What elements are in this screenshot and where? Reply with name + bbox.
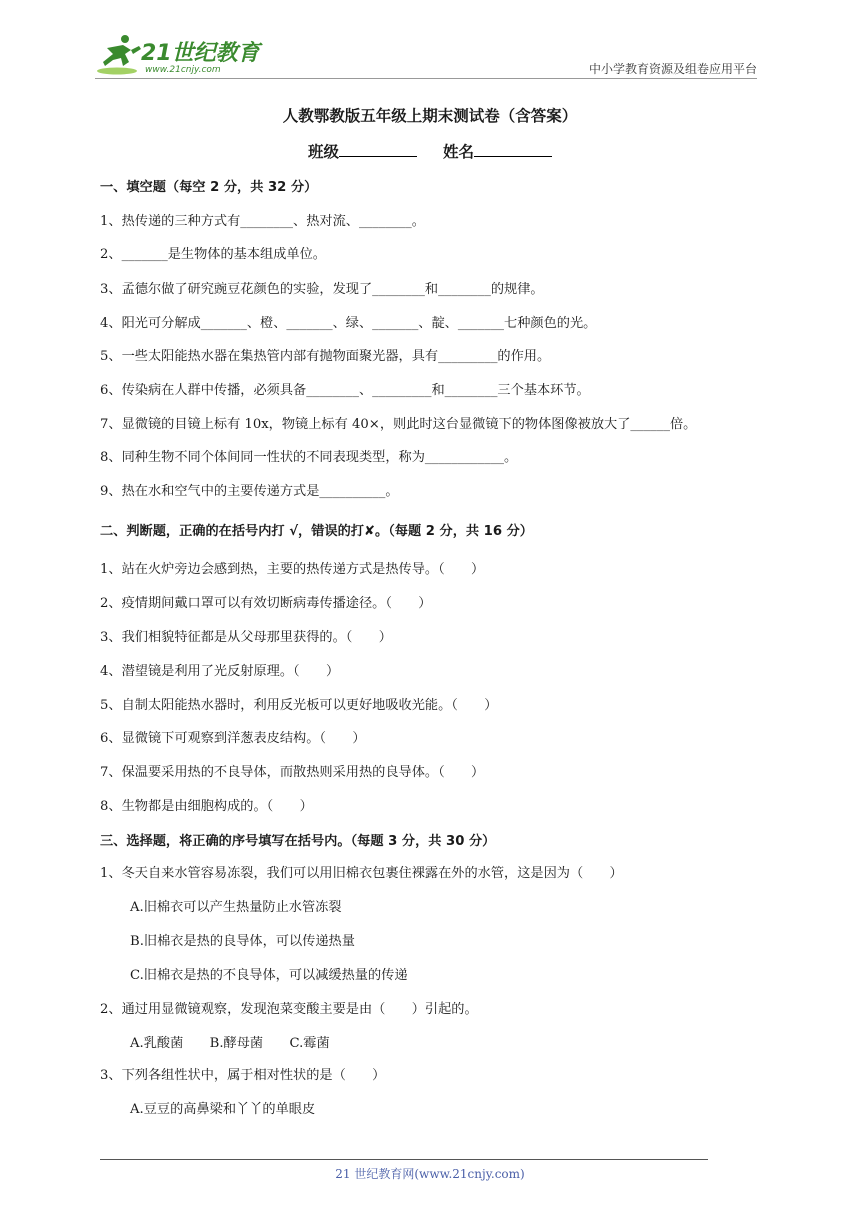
student-info (0, 140, 860, 162)
question-line: 9、热在水和空气中的主要传递方式是__________。 (100, 484, 399, 499)
runner-logo-icon (95, 32, 145, 76)
logo-text: 21世纪教育 (141, 41, 260, 66)
question-line: 3、我们相貌特征都是从父母那里获得的。（ ） (100, 630, 392, 645)
section-heading: 一、填空题（每空 2 分，共 32 分） (100, 180, 318, 195)
name-label: 姓名 (443, 143, 475, 161)
question-line: 7、保温要采用热的不良导体，而散热则采用热的良导体。（ ） (100, 765, 485, 780)
question-line: 7、显微镜的目镜上标有 10x，物镜上标有 40×，则此时这台显微镜下的物体图像被放大了______倍。 (100, 417, 697, 432)
question-line: 2、通过用显微镜观察，发现泡菜变酸主要是由（ ）引起的。 (100, 1002, 478, 1017)
class-blank (339, 142, 417, 157)
question-line: 4、阳光可分解成_______、橙、_______、绿、_______、靛、_______七种颜色的光。 (100, 316, 597, 331)
question-line: 3、下列各组性状中，属于相对性状的是（ ） (100, 1068, 386, 1083)
answer-option: A.乳酸菌 B.酵母菌 C.霉菌 (130, 1036, 330, 1051)
question-line: 6、传染病在人群中传播，必须具备________、_________和________三个基本环节。 (100, 383, 590, 398)
question-line: 1、热传递的三种方式有________、热对流、________。 (100, 214, 425, 229)
question-line: 1、冬天自来水管容易冻裂，我们可以用旧棉衣包裹住裸露在外的水管，这是因为（ ） (100, 866, 623, 881)
footer-text[interactable]: 21 世纪教育网(www.21cnjy.com) (335, 1167, 525, 1181)
question-line: 8、同种生物不同个体间同一性状的不同表现类型，称为____________。 (100, 450, 518, 465)
section-heading: 二、判断题，正确的在括号内打 √，错误的打✘。（每题 2 分，共 16 分） (100, 524, 533, 539)
question-line: 1、站在火炉旁边会感到热，主要的热传递方式是热传导。（ ） (100, 562, 485, 577)
logo-url: www.21cnjy.com (145, 65, 221, 75)
question-line: 5、自制太阳能热水器时，利用反光板可以更好地吸收光能。（ ） (100, 698, 498, 713)
answer-option: A.豆豆的高鼻梁和丫丫的单眼皮 (130, 1102, 316, 1117)
page-header (95, 30, 757, 80)
header-divider (95, 78, 757, 79)
question-line: 5、一些太阳能热水器在集热管内部有抛物面聚光器，具有_________的作用。 (100, 349, 551, 364)
question-line: 8、生物都是由细胞构成的。（ ） (100, 799, 313, 814)
name-blank (474, 142, 552, 157)
answer-option: C.旧棉衣是热的不良导体，可以减缓热量的传递 (130, 968, 408, 983)
question-line: 2、_______是生物体的基本组成单位。 (100, 247, 326, 262)
site-logo[interactable] (95, 32, 265, 76)
page-title: 人教鄂教版五年级上期末测试卷（含答案） (282, 107, 578, 125)
answer-option: A.旧棉衣可以产生热量防止水管冻裂 (130, 900, 342, 915)
question-line: 6、显微镜下可观察到洋葱表皮结构。（ ） (100, 731, 366, 746)
platform-label: 中小学教育资源及组卷应用平台 (588, 62, 757, 76)
question-line: 3、孟德尔做了研究豌豆花颜色的实验，发现了________和________的规律。 (100, 282, 544, 297)
class-label: 班级 (307, 143, 339, 161)
question-line: 2、疫情期间戴口罩可以有效切断病毒传播途径。（ ） (100, 596, 432, 611)
section-heading: 三、选择题，将正确的序号填写在括号内。（每题 3 分，共 30 分） (100, 834, 496, 849)
question-line: 4、潜望镜是利用了光反射原理。（ ） (100, 664, 340, 679)
footer-divider (100, 1159, 708, 1160)
answer-option: B.旧棉衣是热的良导体，可以传递热量 (130, 934, 355, 949)
